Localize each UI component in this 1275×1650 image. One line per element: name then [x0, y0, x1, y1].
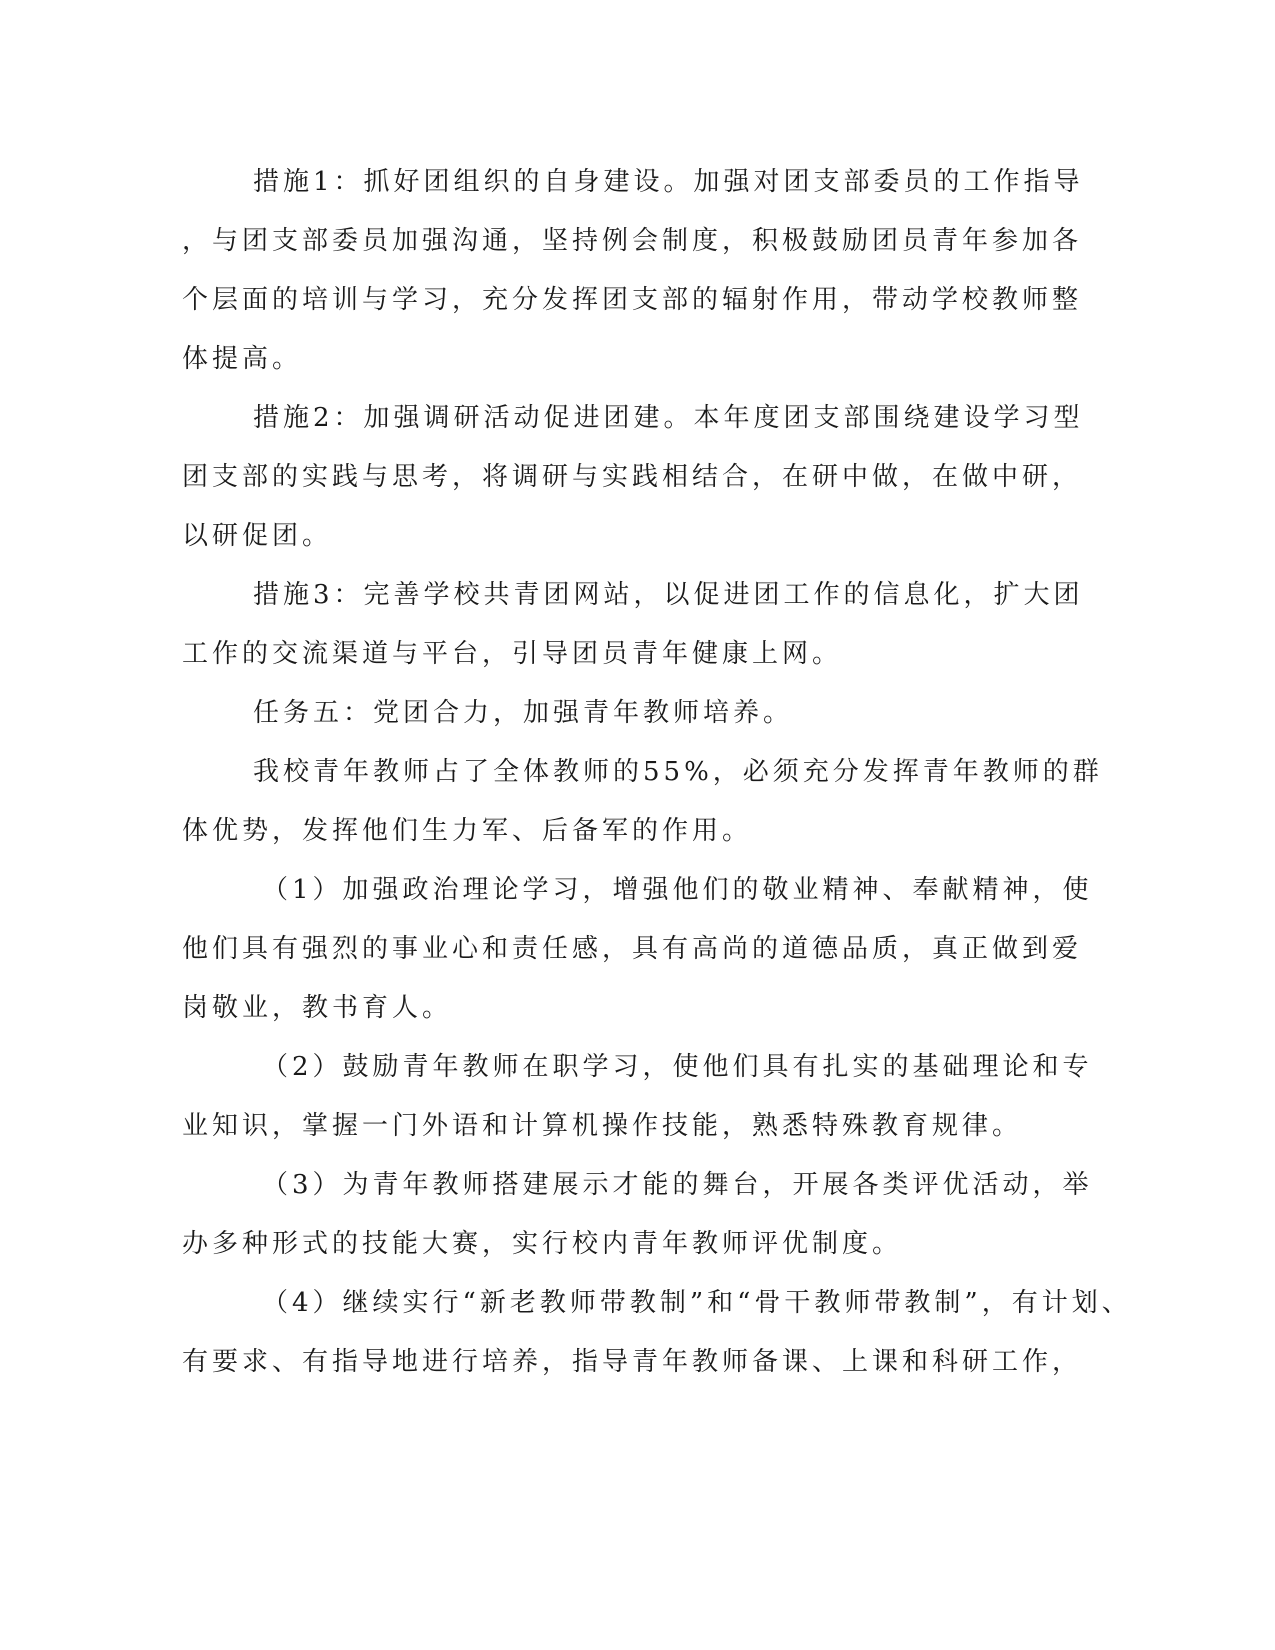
list-item-line: 岗敬业，教书育人。	[182, 993, 453, 1023]
text-line: 团支部的实践与思考，将调研与实践相结合，在研中做，在做中研，	[182, 462, 1083, 492]
text-line: 体优势，发挥他们生力军、后备军的作用。	[182, 816, 753, 846]
section-heading: 任务五：党团合力，加强青年教师培养。	[253, 698, 794, 728]
list-item-line: 他们具有强烈的事业心和责任感，具有高尚的道德品质，真正做到爱	[182, 934, 1083, 964]
text-line: 体提高。	[182, 344, 303, 374]
list-item-line: （1）加强政治理论学习，增强他们的敬业精神、奉献精神，使	[262, 875, 1093, 905]
text-line: 措施3：完善学校共青团网站，以促进团工作的信息化，扩大团	[253, 580, 1084, 610]
text-line: 措施1：抓好团组织的自身建设。加强对团支部委员的工作指导	[253, 167, 1084, 197]
list-item-line: 有要求、有指导地进行培养，指导青年教师备课、上课和科研工作，	[182, 1347, 1083, 1377]
text-line: 措施2：加强调研活动促进团建。本年度团支部围绕建设学习型	[253, 403, 1084, 433]
list-item-line: （3）为青年教师搭建展示才能的舞台，开展各类评优活动，举	[262, 1170, 1093, 1200]
list-item-line: 办多种形式的技能大赛，实行校内青年教师评优制度。	[182, 1229, 903, 1259]
text-line: 以研促团。	[182, 521, 333, 551]
text-line: 我校青年教师占了全体教师的55%，必须充分发挥青年教师的群	[253, 757, 1103, 787]
text-line: 个层面的培训与学习，充分发挥团支部的辐射作用，带动学校教师整	[182, 285, 1083, 315]
list-item-line: 业知识，掌握一门外语和计算机操作技能，熟悉特殊教育规律。	[182, 1111, 1023, 1141]
text-line: 工作的交流渠道与平台，引导团员青年健康上网。	[182, 639, 843, 669]
list-item-line: （4）继续实行“新老教师带教制”和“骨干教师带教制”，有计划、	[262, 1288, 1132, 1318]
text-line: ，与团支部委员加强沟通，坚持例会制度，积极鼓励团员青年参加各	[182, 226, 1083, 256]
list-item-line: （2）鼓励青年教师在职学习，使他们具有扎实的基础理论和专	[262, 1052, 1093, 1082]
